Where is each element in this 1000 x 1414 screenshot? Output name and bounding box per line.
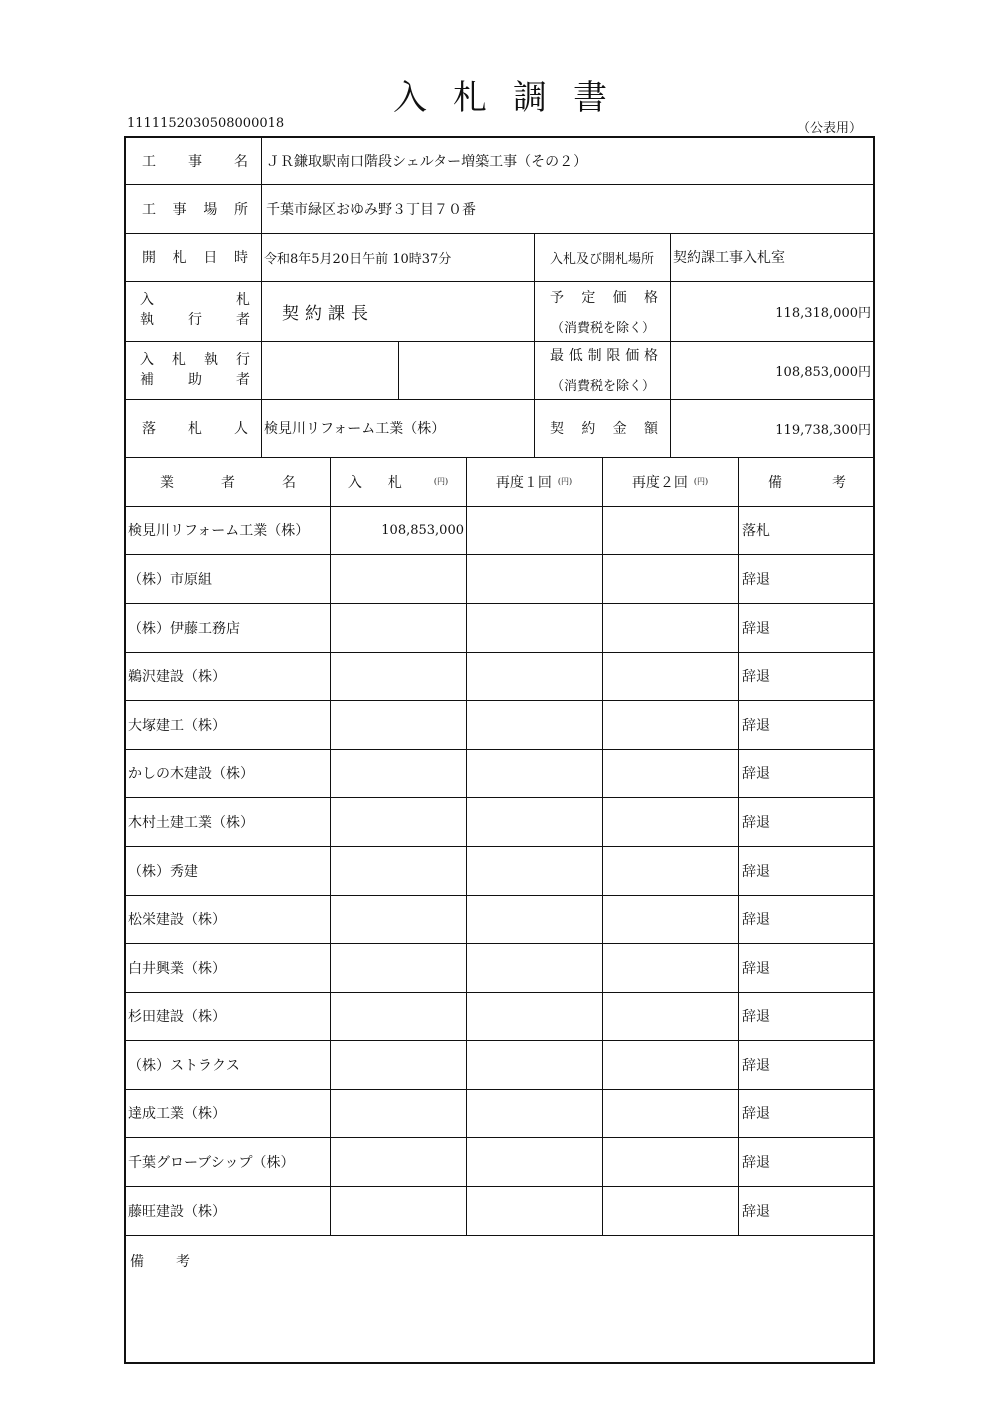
remarks-cell: 辞退	[742, 960, 770, 977]
col-rebid2-header: 再度２回 (円)	[631, 474, 709, 491]
remarks-cell: 辞退	[742, 571, 770, 588]
col-rebid1-header: 再度１回 (円)	[495, 474, 573, 491]
contract-amount-value: 119,738,300円	[775, 422, 871, 438]
company-name: 検見川リフォーム工業（株）	[128, 523, 310, 539]
company-name: 藤旺建設（株）	[128, 1203, 226, 1220]
col-company-header: 業 者 名	[160, 474, 296, 491]
public-label: （公表用）	[796, 121, 862, 136]
min-limit-price-tax-note: （消費税を除く）	[550, 378, 655, 394]
min-limit-price-value: 108,853,000円	[775, 364, 871, 380]
remarks-cell: 辞退	[742, 717, 770, 734]
remarks-cell: 辞退	[742, 1154, 770, 1171]
document-title: 入札調書	[393, 78, 633, 118]
company-name: （株）秀建	[128, 863, 198, 880]
planned-price-value: 118,318,000円	[775, 305, 871, 321]
opening-place-value: 契約課工事入札室	[673, 250, 785, 266]
remarks-cell: 辞退	[742, 863, 770, 880]
winner-label: 落 札 人	[142, 421, 248, 437]
planned-price-tax-note: （消費税を除く）	[550, 320, 655, 336]
col-remarks-header: 備 考	[768, 474, 846, 491]
remarks-cell: 辞退	[742, 1009, 770, 1025]
company-name: 達成工業（株）	[128, 1106, 226, 1122]
executor-label-line1: 入 札	[140, 292, 250, 308]
assistant-label-line2: 補 助 者	[140, 372, 250, 388]
company-name: 千葉グローブシップ（株）	[128, 1154, 295, 1171]
executor-label-line2: 執 行 者	[140, 312, 250, 328]
executor-value: 契約課長	[282, 303, 374, 324]
project-location-label: 工 事 場 所	[142, 201, 248, 218]
company-name: かしの木建設（株）	[128, 766, 254, 782]
opening-datetime-label: 開 札 日 時	[142, 250, 248, 266]
remarks-cell: 辞退	[742, 1106, 770, 1122]
assistant-label-line1: 入 札 執 行	[140, 352, 250, 368]
company-name: （株）ストラクス	[128, 1057, 240, 1074]
project-name-label: 工 事 名	[142, 154, 248, 170]
planned-price-label: 予 定 価 格	[550, 290, 658, 306]
project-name-value: ＪＲ鎌取駅南口階段シェルター増築工事（その２）	[266, 154, 588, 170]
opening-datetime-value: 令和8年5月20日午前 10時37分	[264, 251, 452, 267]
company-name: 木村土建工業（株）	[128, 814, 254, 831]
company-name: 杉田建設（株）	[128, 1009, 226, 1025]
remarks-cell: 辞退	[742, 1203, 770, 1220]
remarks-cell: 辞退	[742, 669, 770, 685]
company-name: （株）市原組	[128, 571, 212, 588]
company-name: 鵜沢建設（株）	[128, 669, 226, 685]
remarks-cell: 辞退	[742, 1057, 770, 1074]
company-name: 大塚建工（株）	[128, 717, 226, 734]
document-number: 1111152030508000018	[127, 116, 285, 131]
col-bid-header: 入札 (円)	[347, 474, 449, 491]
remarks-cell: 辞退	[742, 766, 770, 782]
bid-amount: 108,853,000	[381, 522, 464, 538]
contract-amount-label: 契 約 金 額	[550, 421, 658, 437]
bid-record-form	[124, 136, 875, 1364]
remarks-section-value	[130, 1278, 830, 1300]
remarks-cell: 落札	[742, 523, 770, 539]
opening-place-label: 入札及び開札場所	[549, 251, 654, 267]
company-name: 松栄建設（株）	[128, 912, 226, 928]
company-name: （株）伊藤工務店	[128, 620, 240, 637]
winner-value: 検見川リフォーム工業（株）	[264, 421, 446, 437]
remarks-cell: 辞退	[742, 912, 770, 928]
project-location-value: 千葉市緑区おゆみ野３丁目７０番	[266, 201, 476, 218]
remarks-cell: 辞退	[742, 620, 770, 637]
min-limit-price-label: 最 低 制 限 価 格	[550, 348, 658, 364]
remarks-cell: 辞退	[742, 814, 770, 831]
company-name: 白井興業（株）	[128, 960, 226, 977]
remarks-section-label: 備 考	[130, 1254, 190, 1270]
